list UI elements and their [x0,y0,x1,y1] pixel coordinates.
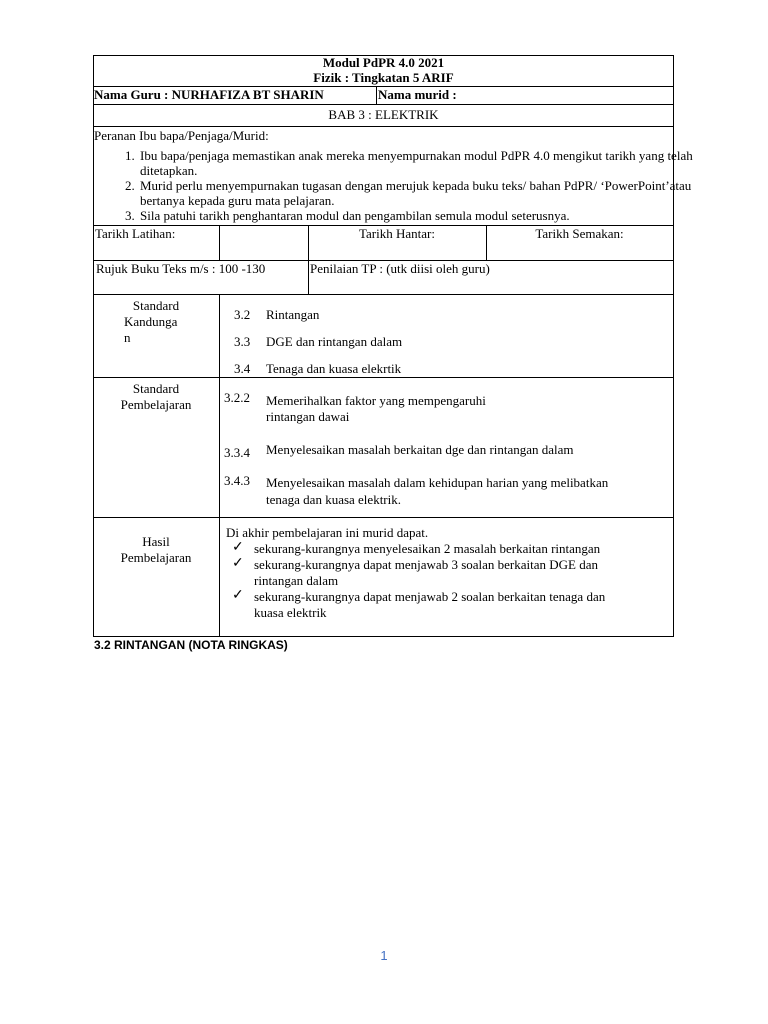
kandungan-text: Tenaga dan kuasa elekrtik [266,361,402,376]
roles-item: 2. Murid perlu menyempurnakan tugasan dengan merujuk kepada buku teks/ bahan PdPR/ ‘PowerPoint’atau bertanya kepada guru mata pelajaran. [138,178,708,208]
pembelajaran-text: Menyelesaikan masalah berkaitan dge dan rintangan dalam [266,442,574,457]
chapter-title: BAB 3 : ELEKTRIK [328,107,439,122]
kandungan-code: 3.4 [234,361,251,376]
pembelajaran-label-line: Standard [132,381,180,396]
section-heading: 3.2 RINTANGAN (NOTA RINGKAS) [94,638,288,652]
assessment-note: Penilaian TP : (utk diisi oleh guru) [310,261,490,276]
pembelajaran-text: Menyelesaikan masalah dalam kehidupan harian yang melibatkan [266,475,609,490]
hasil-item-text: sekurang-kurangnya dapat menjawab 3 soalan berkaitan DGE dan [254,557,599,572]
tarikh-latihan-label: Tarikh Latihan: [95,226,176,241]
page-number: 1 [380,948,388,963]
pembelajaran-label-line: Pembelajaran [120,397,192,412]
hasil-item-text: sekurang-kurangnya dapat menjawab 2 soalan berkaitan tenaga dan [254,589,606,604]
kandungan-text: DGE dan rintangan dalam [266,334,403,349]
roles-item: 1. Ibu bapa/penjaga memastikan anak mereka menyempurnakan modul PdPR 4.0 mengikut tarikh yang telah ditetapkan. [138,148,708,178]
hasil-intro: Di akhir pembelajaran ini murid dapat. [226,525,429,540]
pembelajaran-text: tenaga dan kuasa elektrik. [266,492,401,507]
kandungan-code: 3.2 [234,307,251,322]
kandungan-code: 3.3 [234,334,251,349]
kandungan-label-line: n [124,330,131,345]
pembelajaran-code: 3.4.3 [224,473,250,488]
roles-list [94,148,708,223]
roles-heading: Peranan Ibu bapa/Penjaga/Murid: [94,128,269,143]
module-title: Modul PdPR 4.0 2021 [322,55,445,70]
pembelajaran-code: 3.3.4 [224,445,250,460]
roles-item: 3. Sila patuhi tarikh penghantaran modul dan pengambilan semula modul seterusnya. [138,208,708,223]
hasil-label-line: Pembelajaran [120,550,192,565]
hasil-item-text: rintangan dalam [254,573,339,588]
checkmark-icon: ✓ [232,540,244,555]
module-subtitle: Fizik : Tingkatan 5 ARIF [313,70,454,85]
teacher-name: Nama Guru : NURHAFIZA BT SHARIN [94,87,324,102]
pembelajaran-text: Memerihalkan faktor yang mempengaruhi [266,393,486,408]
book-reference: Rujuk Buku Teks m/s : 100 -130 [96,261,266,276]
student-name-label: Nama murid : [378,87,457,102]
tarikh-semakan-label: Tarikh Semakan: [535,226,624,241]
hasil-label-line: Hasil [142,534,170,549]
hasil-item-text: sekurang-kurangnya menyelesaikan 2 masalah berkaitan rintangan [254,541,601,556]
pembelajaran-text: rintangan dawai [266,409,350,424]
hasil-item-text: kuasa elektrik [254,605,327,620]
checkmark-icon: ✓ [232,588,244,603]
tarikh-hantar-label: Tarikh Hantar: [359,226,435,241]
kandungan-label-line: Kandunga [124,314,178,329]
kandungan-label-line: Standard [132,298,180,313]
pembelajaran-code: 3.2.2 [224,390,250,405]
checkmark-icon: ✓ [232,556,244,571]
kandungan-text: Rintangan [266,307,320,322]
